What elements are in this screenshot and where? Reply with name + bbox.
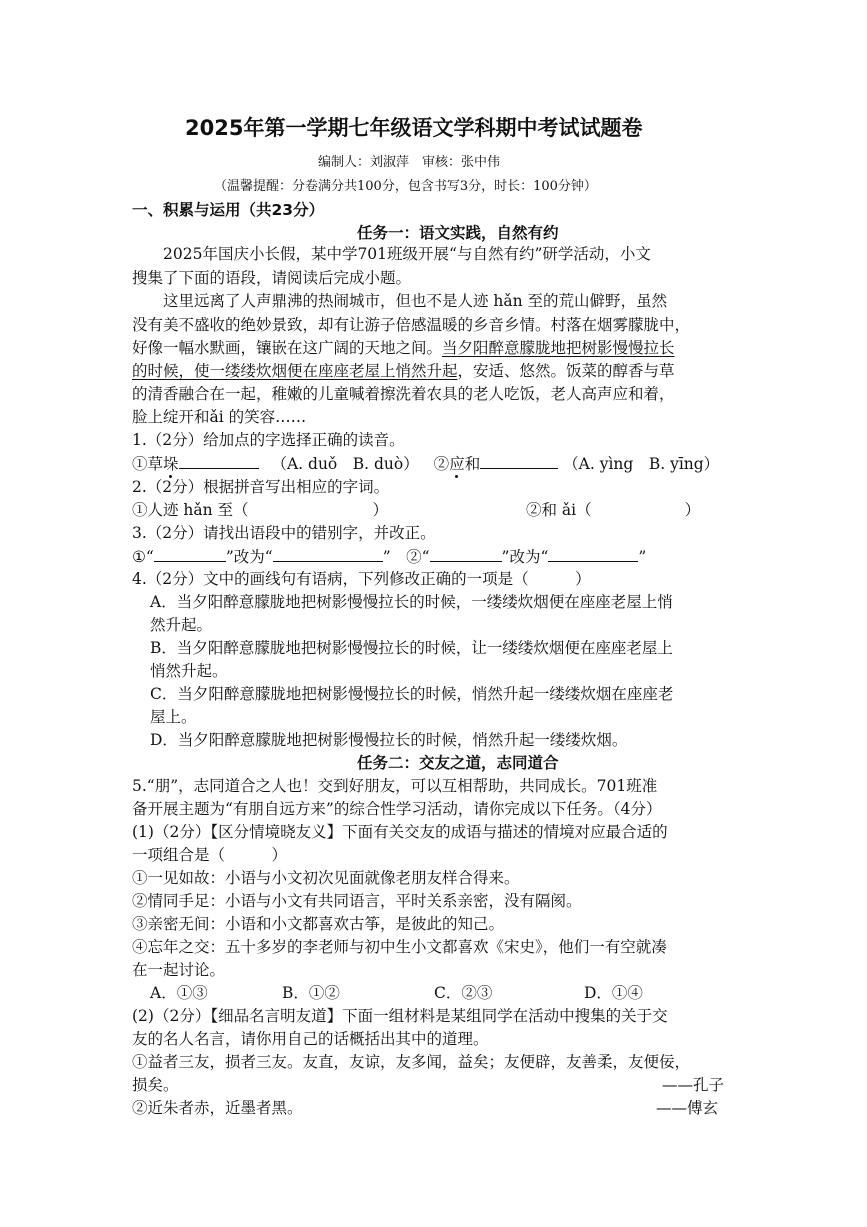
section-heading: 一、积累与运用（共23分） xyxy=(132,201,325,219)
task2-heading: 任务二：交友之道，志同道合 xyxy=(357,754,559,772)
q3-text: ” ②“ xyxy=(382,548,430,566)
quote-1-source: ——孔子 xyxy=(662,1076,725,1094)
q1-b-suffix: 和 xyxy=(464,455,481,473)
q3-blank-4[interactable] xyxy=(548,545,638,562)
passage-line xyxy=(132,360,675,382)
q4-option-d[interactable]: D．当夕阳醉意朦胧地把树影慢慢拉长的时候，悄然升起一缕缕炊烟。 xyxy=(150,731,628,749)
quote-2-source: ——傅玄 xyxy=(656,1099,719,1117)
intro-line: 搜集了下面的语段，请阅读后完成小题。 xyxy=(132,269,412,287)
passage-line: 脸上绽开和ǎi 的笑容…… xyxy=(132,408,307,426)
idiom-item-cont: 在一起讨论。 xyxy=(132,961,226,979)
question-3-line xyxy=(132,545,646,568)
task1-heading: 任务一：语文实践，自然有约 xyxy=(357,224,559,242)
q4-option-b-cont: 悄然升起。 xyxy=(150,662,228,680)
q2-b-line[interactable]: ②和 ǎi（ ） xyxy=(526,501,701,519)
q1-b-dotted-char: 应 xyxy=(449,455,465,473)
q5-part1-stem: 一项组合是（ ） xyxy=(132,846,288,864)
passage-line: 没有美不盛收的绝妙景致，却有让游子倍感温暖的乡音乡情。村落在烟雾朦胧中， xyxy=(132,316,691,334)
q5-part1-stem: (1)（2分）【区分情境晓友义】下面有关交友的成语与描述的情境对应最合适的 xyxy=(132,823,668,841)
quote-2: ②近朱者赤，近墨者黑。 xyxy=(132,1099,303,1117)
q5-option-c[interactable]: C．②③ xyxy=(434,984,493,1002)
exam-title: 2025年第一学期七年级语文学科期中考试试题卷 xyxy=(185,116,643,140)
q1-a-dotted-char: 垛 xyxy=(163,455,179,473)
question-1-answers xyxy=(132,452,719,475)
q2-a-line[interactable]: ①人迹 hǎn 至（ ） xyxy=(132,501,389,519)
q4-option-a[interactable]: A．当夕阳醉意朦胧地把树影慢慢拉长的时候，一缕缕炊烟便在座座老屋上悄 xyxy=(150,593,673,611)
underlined-sentence: 的时候，使一缕缕炊烟便在座座老屋上悄然升起 xyxy=(132,362,458,380)
q5-part2-stem: (2)（2分）【细品名言明友道】下面一组材料是某组同学在活动中搜集的关于交 xyxy=(132,1007,668,1025)
passage-line: 这里远离了人声鼎沸的热闹城市，但也不是人迹 hǎn 至的荒山僻野，虽然 xyxy=(132,292,668,310)
question-4-stem: 4.（2分）文中的画线句有语病，下列修改正确的一项是（ ） xyxy=(132,570,591,588)
idiom-item: ③亲密无间：小语和小文都喜欢古筝，是彼此的知己。 xyxy=(132,915,505,933)
q3-blank-1[interactable] xyxy=(154,545,226,562)
question-1-stem: 1.（2分）给加点的字选择正确的读音。 xyxy=(132,431,405,449)
q5-part2-stem: 友的名人名言，请你用自己的话概括出其中的道理。 xyxy=(132,1030,489,1048)
q5-option-b[interactable]: B．①② xyxy=(282,984,340,1002)
q1-b-options: （A. yìng B. yīng） xyxy=(563,455,720,473)
question-2-stem: 2.（2分）根据拼音写出相应的字词。 xyxy=(132,478,390,496)
question-3-stem: 3.（2分）请找出语段中的错别字，并改正。 xyxy=(132,524,436,542)
q4-option-a-cont: 然升起。 xyxy=(150,616,213,634)
passage-text: ，安适、悠然。饭菜的醇香与草 xyxy=(457,362,675,380)
idiom-item: ①一见如故：小语与小文初次见面就像老朋友样合得来。 xyxy=(132,869,520,887)
idiom-item: ④忘年之交：五十多岁的李老师与初中生小文都喜欢《宋史》，他们一有空就凑 xyxy=(132,938,667,956)
question-5-intro: 备开展主题为“有朋自远方来”的综合性学习活动，请你完成以下任务。（4分） xyxy=(132,800,662,818)
q3-blank-2[interactable] xyxy=(273,545,383,562)
q3-text: ”改为“ xyxy=(225,548,273,566)
authors-line: 编制人：刘淑萍 审核：张中伟 xyxy=(318,155,501,170)
q1-a-blank[interactable] xyxy=(179,452,259,469)
quote-1: ①益者三友，损者三友。友直，友谅，友多闻，益矣；友便辟，友善柔，友便佞， xyxy=(132,1053,691,1071)
q1-b-prefix: ② xyxy=(433,455,450,473)
passage-text: 好像一幅水默画，镶嵌在这广阔的天地之间。 xyxy=(132,339,443,357)
q4-option-b[interactable]: B．当夕阳醉意朦胧地把树影慢慢拉长的时候，让一缕缕炊烟便在座座老屋上 xyxy=(150,639,673,657)
q5-option-d[interactable]: D．①④ xyxy=(584,984,643,1002)
idiom-item: ②情同手足：小语与小文有共同语言，平时关系亲密，没有隔阂。 xyxy=(132,892,582,910)
quote-1-cont: 损矣。 xyxy=(132,1076,179,1094)
q1-a-options: （A. duǒ B. duò） xyxy=(271,455,419,473)
q3-text: ” xyxy=(638,548,647,566)
underlined-sentence: 当夕阳醉意朦胧地把树影慢慢拉长 xyxy=(442,339,675,357)
q1-a-prefix: ①草 xyxy=(132,455,164,473)
q3-blank-3[interactable] xyxy=(430,545,502,562)
q5-option-a[interactable]: A．①③ xyxy=(150,984,208,1002)
intro-line: 2025年国庆小长假，某中学701班级开展“与自然有约”研学活动，小文 xyxy=(132,245,651,263)
q4-option-c-cont: 屋上。 xyxy=(150,708,197,726)
q3-text: ”改为“ xyxy=(501,548,549,566)
q4-option-c[interactable]: C．当夕阳醉意朦胧地把树影慢慢拉长的时候，悄然升起一缕缕炊烟在座座老 xyxy=(150,685,674,703)
passage-line: 的清香融合在一起，稚嫩的儿童喊着擦洗着农具的老人吃饭，老人高声应和着， xyxy=(132,385,675,403)
question-5-intro: 5.“朋”，志同道合之人也！交到好朋友，可以互相帮助，共同成长。701班准 xyxy=(132,777,658,795)
passage-line xyxy=(132,337,675,359)
q3-text: ①“ xyxy=(132,548,154,566)
tip-line: （温馨提醒：分卷满分共100分，包含书写3分，时长：100分钟） xyxy=(214,179,597,194)
q1-b-blank[interactable] xyxy=(480,452,558,469)
